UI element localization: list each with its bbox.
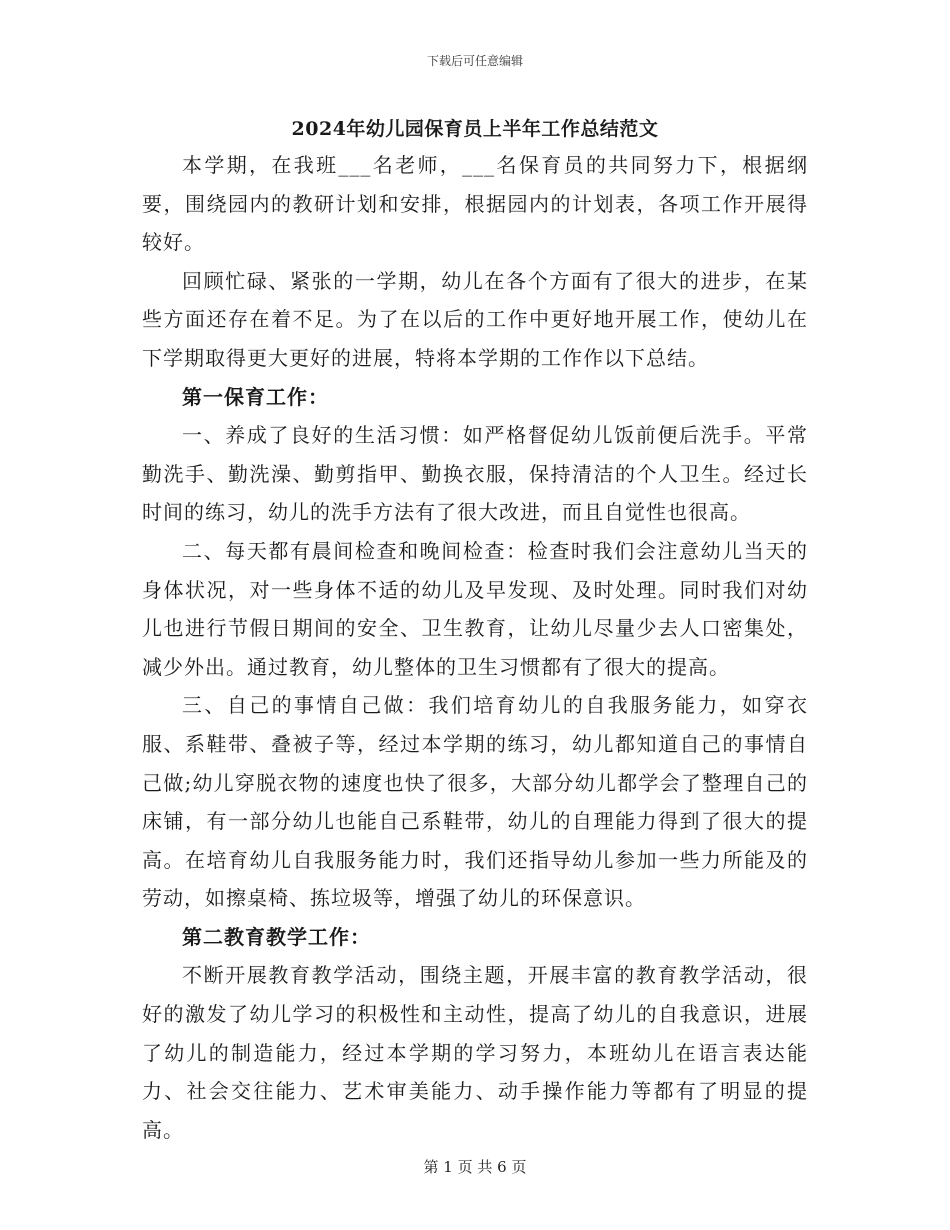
page-indicator: 第 1 页 共 6 页 [423, 1158, 527, 1176]
care-paragraph-3: 三、自己的事情自己做：我们培育幼儿的自我服务能力，如穿衣服、系鞋带、叠被子等，经过本学期的练习，幼儿都知道自己的事情自己做;幼儿穿脱衣物的速度也快了很多，大部分幼儿都学会了整理自己的床铺，有一部分幼儿也能自己系鞋带，幼儿的自理能力得到了很大的提高。在培育幼儿自我服务能力时，我们还指导幼儿参加一些力所能及的劳动，如擦桌椅、拣垃圾等，增强了幼儿的环保意识。 [142, 693, 808, 911]
document-title: 2024年幼儿园保育员上半年工作总结范文 [291, 118, 659, 140]
document-body [142, 112, 808, 1149]
care-paragraph-1: 一、养成了良好的生活习惯：如严格督促幼儿饭前便后洗手。平常勤洗手、勤洗澡、勤剪指甲、勤换衣服，保持清洁的个人卫生。经过长时间的练习，幼儿的洗手方法有了很大改进，而且自觉性也很高。 [142, 423, 808, 525]
intro-paragraph-1: 本学期，在我班___名老师，___名保育员的共同努力下，根据纲要，围绕园内的教研计划和安排，根据园内的计划表，各项工作开展得较好。 [142, 153, 808, 255]
section-heading-teaching: 第二教育教学工作： [182, 924, 371, 949]
care-paragraph-2: 二、每天都有晨间检查和晚间检查：检查时我们会注意幼儿当天的身体状况，对一些身体不适的幼儿及早发现、及时处理。同时我们对幼儿也进行节假日期间的安全、卫生教育，让幼儿尽量少去人口密集处，减少外出。通过教育，幼儿整体的卫生习惯都有了很大的提高。 [142, 538, 808, 679]
header-note: 下载后可任意编辑 [426, 54, 523, 68]
intro-paragraph-2: 回顾忙碌、紧张的一学期，幼儿在各个方面有了很大的进步，在某些方面还存在着不足。为了在以后的工作中更好地开展工作，使幼儿在下学期取得更大更好的进展，特将本学期的工作作以下总结。 [142, 268, 808, 370]
section-heading-care: 第一保育工作： [182, 384, 329, 409]
teaching-paragraph-1: 不断开展教育教学活动，围绕主题，开展丰富的教育教学活动，很好的激发了幼儿学习的积极性和主动性，提高了幼儿的自我意识，进展了幼儿的制造能力，经过本学期的学习努力，本班幼儿在语言表达能力、社会交往能力、艺术审美能力、动手操作能力等都有了明显的提高。 [142, 963, 808, 1142]
